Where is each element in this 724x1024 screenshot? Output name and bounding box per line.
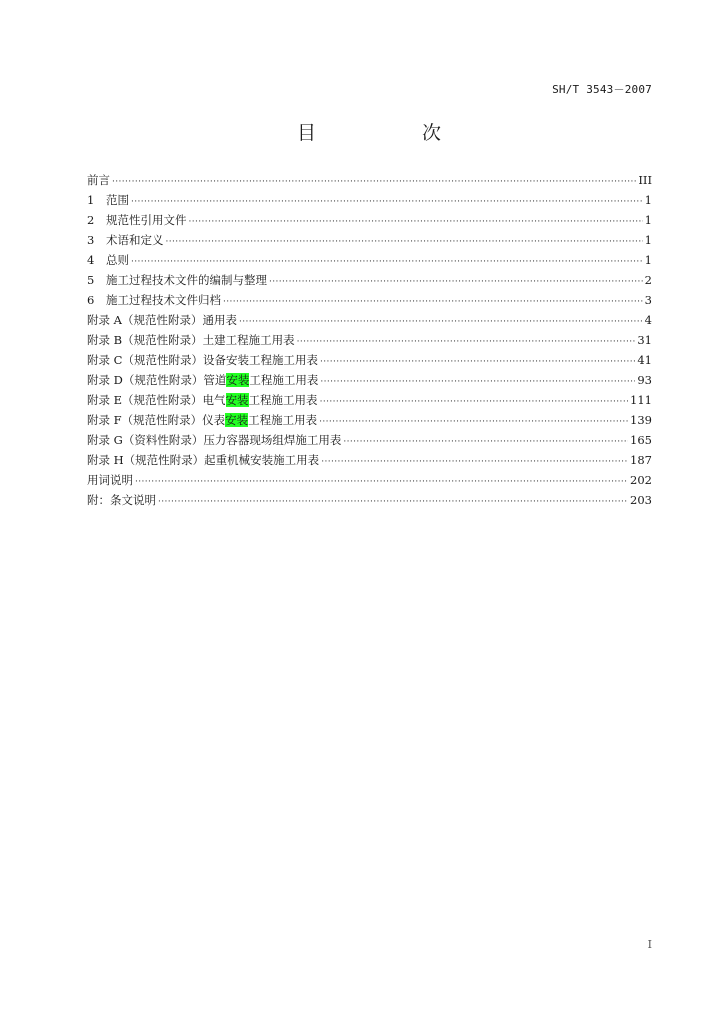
title-char-2: 次 xyxy=(422,122,442,144)
toc-leader-dots xyxy=(269,272,643,292)
toc-label xyxy=(87,230,164,250)
toc-label: 附录 C（规范性附录）设备安装工程施工用表 xyxy=(87,353,318,367)
toc-entry-5[interactable] xyxy=(87,270,652,290)
toc-leader-dots xyxy=(239,312,643,332)
toc-entry-4[interactable] xyxy=(87,250,652,270)
toc-entry-appendix-b[interactable] xyxy=(87,330,652,350)
toc-label-text: 总则 xyxy=(106,253,129,267)
toc-section-number: 6 xyxy=(87,293,95,307)
toc-label xyxy=(87,410,317,430)
toc-entry-clause-explanation[interactable] xyxy=(87,490,652,510)
toc-entry-appendix-d[interactable] xyxy=(87,370,652,390)
toc-leader-dots xyxy=(343,432,628,452)
toc-entry-3[interactable] xyxy=(87,230,652,250)
page-title xyxy=(0,118,724,144)
toc-page-number: III xyxy=(638,173,652,187)
toc-label xyxy=(87,270,267,290)
toc-label-text: 规范性引用文件 xyxy=(106,213,187,227)
toc-page-number: 1 xyxy=(644,213,652,227)
toc-leader-dots xyxy=(321,452,628,472)
toc-label: 前言 xyxy=(87,173,110,187)
page-number-footer: I xyxy=(647,938,652,951)
toc-label xyxy=(87,250,129,270)
toc-leader-dots xyxy=(131,192,643,212)
search-highlight: 安装 xyxy=(225,393,249,407)
toc-page-number: 1 xyxy=(644,253,652,267)
search-highlight: 安装 xyxy=(225,413,249,427)
toc-page-number: 165 xyxy=(630,433,652,447)
toc-entry-appendix-a[interactable] xyxy=(87,310,652,330)
toc-entry-appendix-h[interactable] xyxy=(87,450,652,470)
toc-page-number: 3 xyxy=(644,293,652,307)
title-char-1: 目 xyxy=(297,122,317,144)
toc-leader-dots xyxy=(166,232,643,252)
toc-leader-dots xyxy=(158,492,628,512)
toc-leader-dots xyxy=(320,372,635,392)
toc-label xyxy=(87,210,187,230)
toc-label xyxy=(87,190,129,210)
toc-label-text: 术语和定义 xyxy=(106,233,164,247)
toc-entry-appendix-e[interactable] xyxy=(87,390,652,410)
toc-leader-dots xyxy=(135,472,628,492)
toc-leader-dots xyxy=(297,332,636,352)
toc-leader-dots xyxy=(223,292,643,312)
toc-label: 附录 G（资料性附录）压力容器现场组焊施工用表 xyxy=(87,433,342,447)
toc-entry-terminology[interactable] xyxy=(87,470,652,490)
toc-page-number: 111 xyxy=(630,393,652,407)
toc-label: 附录 A（规范性附录）通用表 xyxy=(87,313,237,327)
toc-label: 附录 B（规范性附录）土建工程施工用表 xyxy=(87,333,295,347)
toc-label-text: 附录 E（规范性附录）电气 xyxy=(87,393,226,407)
toc-page-number: 1 xyxy=(644,233,652,247)
toc-page-number: 203 xyxy=(630,493,652,507)
toc-page-number: 202 xyxy=(630,473,652,487)
toc-section-number: 2 xyxy=(87,213,95,227)
toc-entry-preface[interactable] xyxy=(87,170,652,190)
toc-label xyxy=(87,290,221,310)
toc-label xyxy=(87,390,318,410)
toc-page-number: 1 xyxy=(644,193,652,207)
toc-label-text: 工程施工用表 xyxy=(248,413,318,427)
toc-label-text: 施工过程技术文件归档 xyxy=(106,293,221,307)
toc-label-text: 附录 F（规范性附录）仪表 xyxy=(87,413,226,427)
toc-section-number: 4 xyxy=(87,253,95,267)
toc-leader-dots xyxy=(131,252,643,272)
toc-page-number: 187 xyxy=(630,453,652,467)
toc-page-number: 2 xyxy=(644,273,652,287)
toc-leader-dots xyxy=(320,392,628,412)
toc-page-number: 139 xyxy=(630,413,652,427)
toc-label-text: 工程施工用表 xyxy=(249,373,319,387)
toc-label: 附录 H（规范性附录）起重机械安装施工用表 xyxy=(87,453,320,467)
toc-label-text: 施工过程技术文件的编制与整理 xyxy=(106,273,267,287)
toc-label: 用词说明 xyxy=(87,473,133,487)
toc-section-number: 3 xyxy=(87,233,95,247)
toc-page-number: 4 xyxy=(644,313,652,327)
toc-label xyxy=(87,370,318,390)
toc-label-text: 附录 D（规范性附录）管道 xyxy=(87,373,227,387)
toc-section-number: 1 xyxy=(87,193,95,207)
toc-entry-appendix-c[interactable] xyxy=(87,350,652,370)
table-of-contents xyxy=(87,170,652,510)
toc-leader-dots xyxy=(319,412,628,432)
toc-entry-2[interactable] xyxy=(87,210,652,230)
toc-label-text: 工程施工用表 xyxy=(248,393,318,407)
toc-leader-dots xyxy=(320,352,635,372)
toc-entry-appendix-f[interactable] xyxy=(87,410,652,430)
toc-entry-6[interactable] xyxy=(87,290,652,310)
toc-leader-dots xyxy=(112,172,636,192)
toc-page-number: 93 xyxy=(637,373,652,387)
toc-entry-appendix-g[interactable] xyxy=(87,430,652,450)
document-code: SH/T 3543－2007 xyxy=(552,83,652,96)
toc-label-text: 范围 xyxy=(106,193,129,207)
toc-page-number: 41 xyxy=(637,353,652,367)
toc-section-number: 5 xyxy=(87,273,95,287)
toc-leader-dots xyxy=(189,212,643,232)
toc-entry-1[interactable] xyxy=(87,190,652,210)
toc-label: 附：条文说明 xyxy=(87,493,156,507)
toc-page-number: 31 xyxy=(637,333,652,347)
search-highlight: 安装 xyxy=(226,373,250,387)
